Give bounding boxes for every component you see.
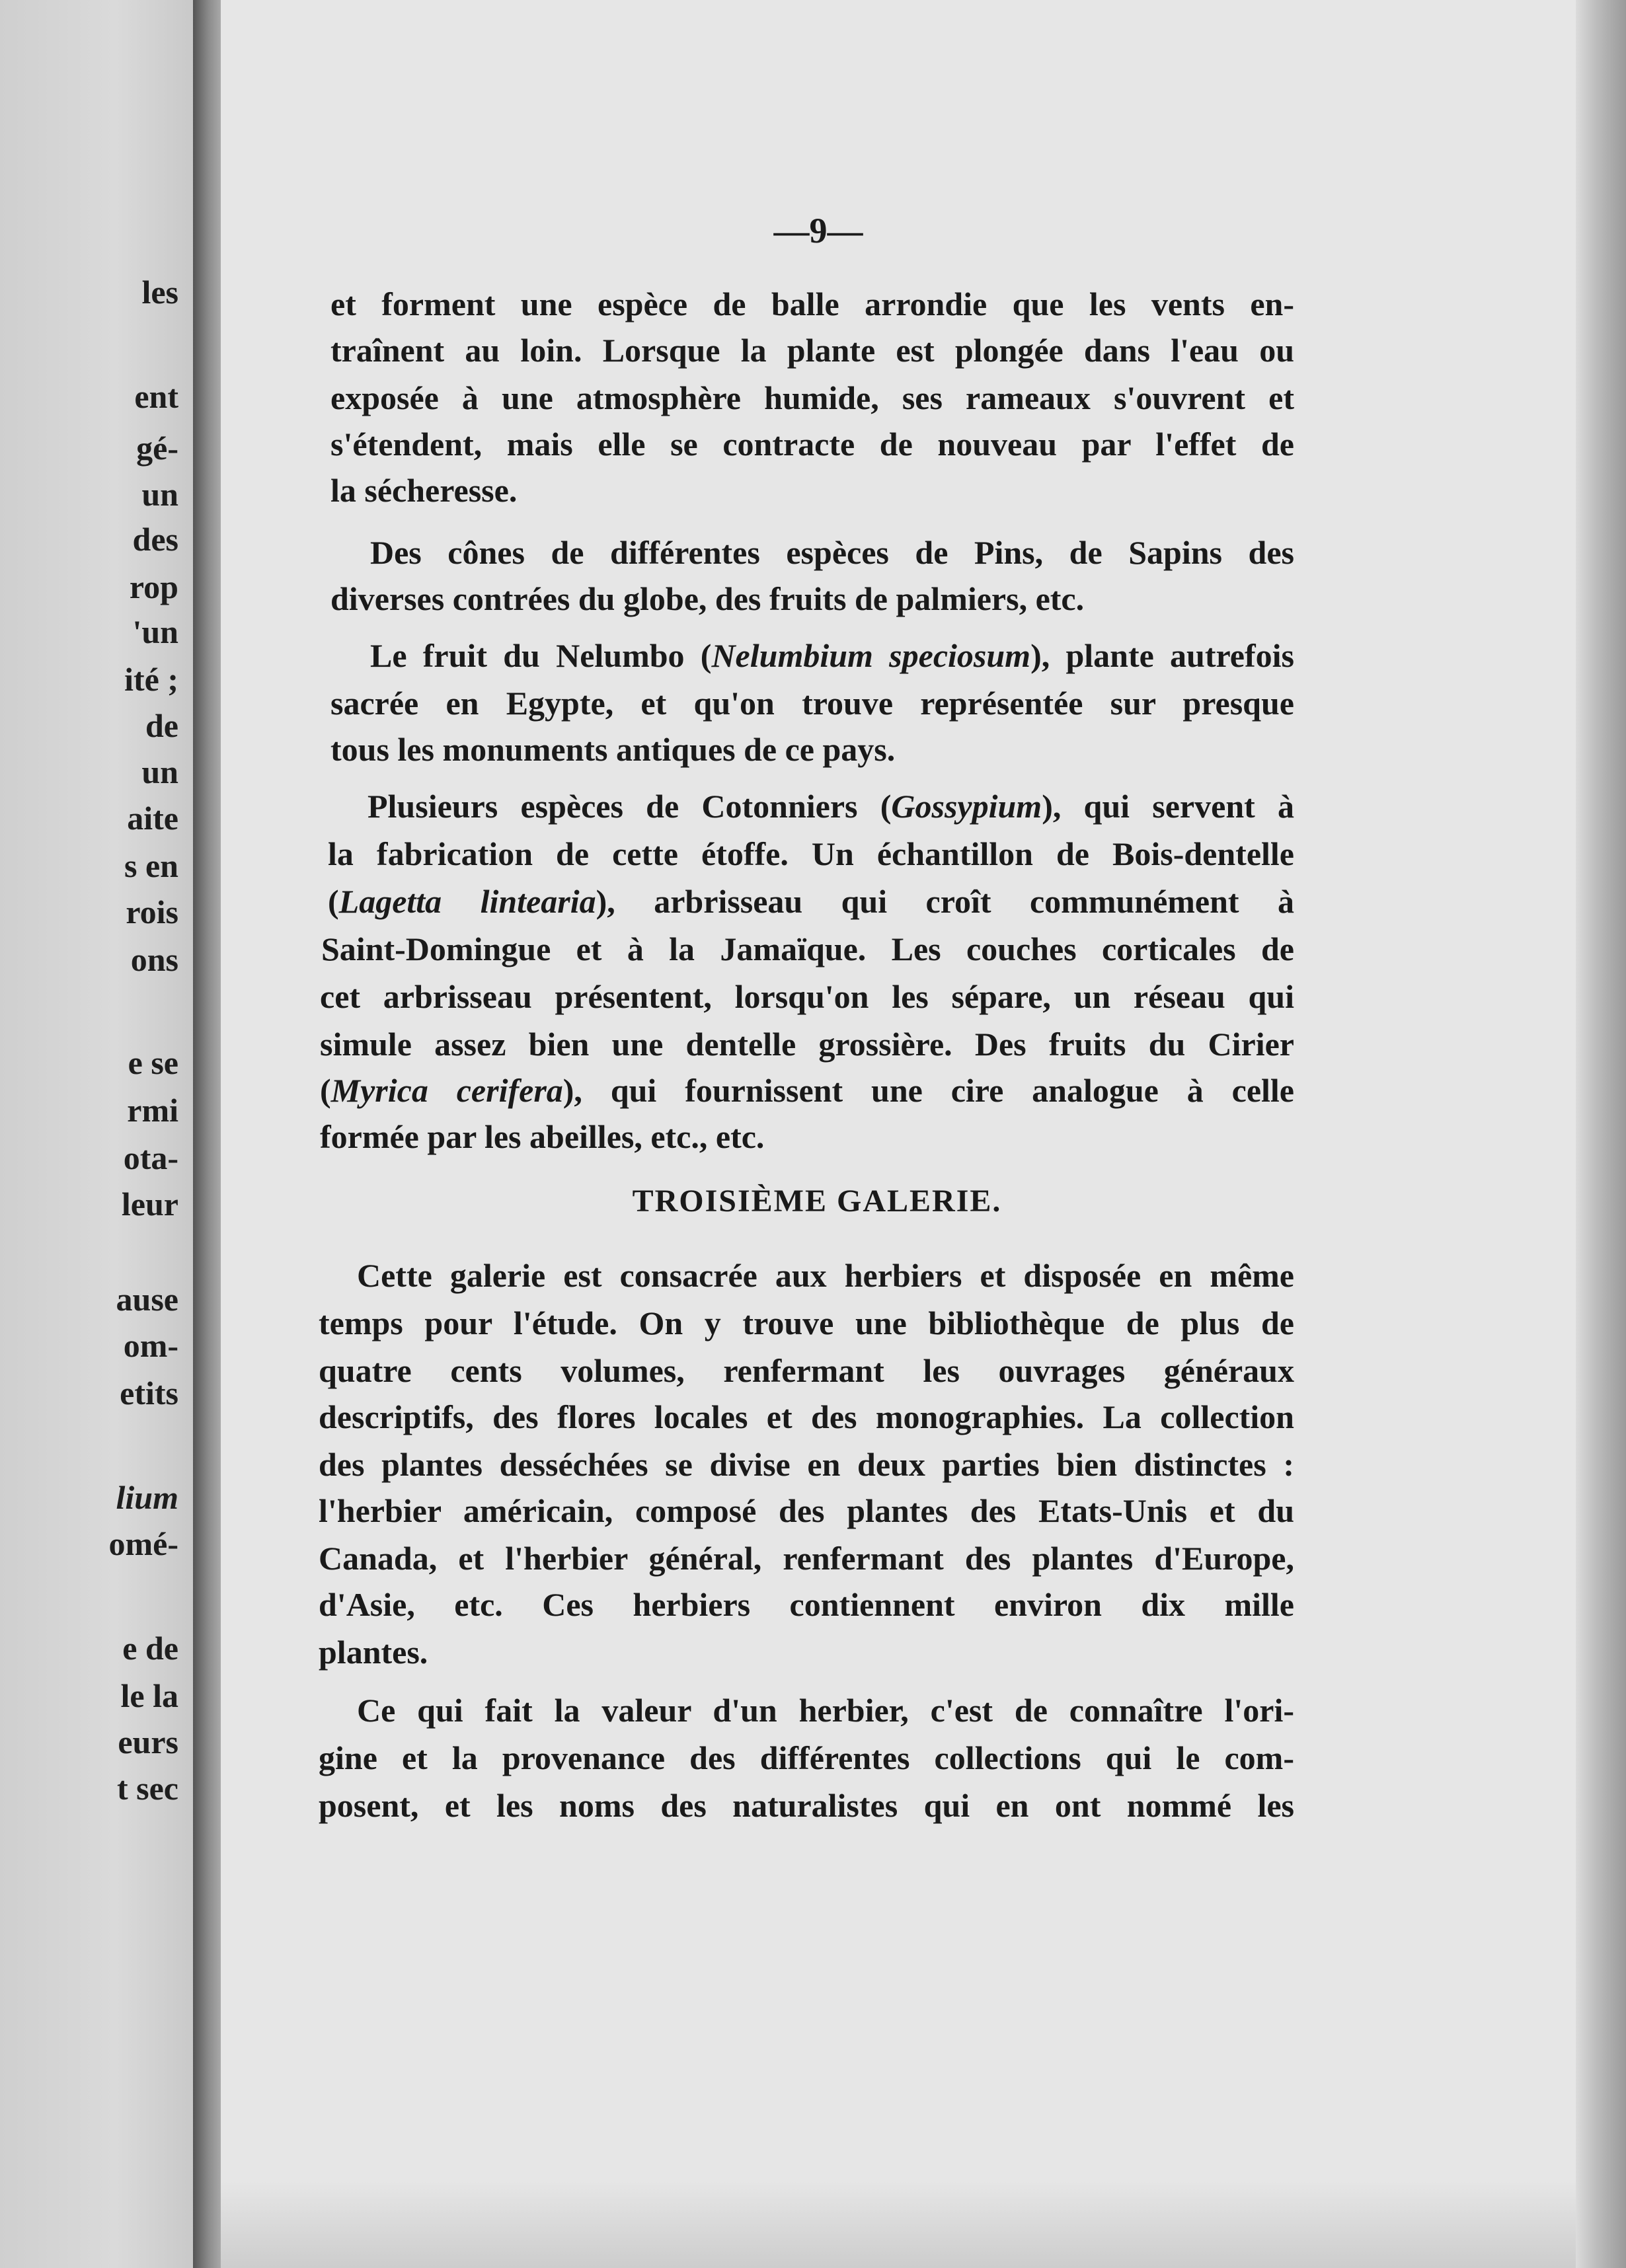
text-line: Cette galerie est consacrée aux herbiers et disposée en même	[357, 1257, 1294, 1294]
text-line: tous les monuments antiques de ce pays.	[330, 731, 896, 768]
left-page-fragment: leur	[121, 1186, 178, 1223]
left-page-fragment: rmi	[127, 1092, 178, 1129]
left-page-fragment: les	[141, 274, 178, 311]
text-line: (Lagetta lintearia), arbrisseau qui croît communément à	[328, 883, 1294, 920]
text-line: diverses contrées du globe, des fruits de palmiers, etc.	[330, 580, 1085, 617]
left-page-fragment: lium	[116, 1479, 178, 1516]
text-line: Le fruit du Nelumbo (Nelumbium speciosum), plante autrefois	[370, 637, 1294, 674]
text-line: Canada, et l'herbier général, renfermant des plantes d'Europe,	[319, 1540, 1294, 1577]
left-page-fragment: s en	[124, 847, 178, 884]
text-line: sacrée en Egypte, et qu'on trouve représentée sur presque	[330, 685, 1294, 722]
text-line: la sécheresse.	[330, 472, 518, 509]
text-line: plantes.	[319, 1634, 428, 1671]
left-page-fragment: ota-	[123, 1139, 178, 1176]
left-page-fragment: rois	[126, 893, 178, 930]
text-line: Ce qui fait la valeur d'un herbier, c'est de connaître l'ori-	[357, 1692, 1294, 1729]
left-page-fragment: gé-	[136, 430, 178, 467]
text-line: exposée à une atmosphère humide, ses rameaux s'ouvrent et	[330, 379, 1294, 416]
left-page-fragment: e de	[122, 1630, 178, 1667]
left-page-fragment: ent	[134, 378, 178, 415]
text-line: la fabrication de cette étoffe. Un échantillon de Bois-dentelle	[328, 835, 1294, 872]
latin-name: Gossypium	[891, 788, 1042, 825]
text-line: formée par les abeilles, etc., etc.	[320, 1118, 765, 1155]
left-page-fragment: ause	[116, 1281, 178, 1318]
text-line: d'Asie, etc. Ces herbiers contiennent environ dix mille	[319, 1586, 1294, 1623]
left-page-fragment: ité ;	[124, 661, 178, 698]
left-page-fragment: eurs	[118, 1723, 178, 1760]
left-page-fragment: de	[145, 707, 178, 744]
left-page-fragment: le la	[120, 1677, 178, 1714]
left-page-fragment: t sec	[117, 1770, 178, 1807]
left-page-fragment: e se	[128, 1044, 178, 1081]
page-number: —9—	[773, 211, 863, 250]
text-line: traînent au loin. Lorsque la plante est plongée dans l'eau ou	[330, 332, 1294, 369]
left-page-fragment: un	[141, 476, 178, 513]
latin-name: Nelumbium speciosum	[711, 637, 1031, 674]
text-line: quatre cents volumes, renfermant les ouvrages généraux	[319, 1352, 1294, 1389]
text-line: des plantes desséchées se divise en deux parties bien distinctes :	[319, 1446, 1294, 1483]
text-line: s'étendent, mais elle se contracte de nouveau par l'effet de	[330, 426, 1294, 463]
section-heading: TROISIÈME GALERIE.	[632, 1184, 1002, 1219]
left-page-fragment: un	[141, 753, 178, 790]
left-page-fragment: aite	[127, 800, 178, 837]
text-line: cet arbrisseau présentent, lorsqu'on les sépare, un réseau qui	[320, 978, 1294, 1015]
left-page-fragment: omé-	[108, 1525, 178, 1562]
left-page-fragment: etits	[120, 1375, 178, 1412]
text-line: temps pour l'étude. On y trouve une bibliothèque de plus de	[319, 1304, 1294, 1342]
text-line: Plusieurs espèces de Cotonniers (Gossypium), qui servent à	[368, 788, 1294, 825]
text-line: descriptifs, des flores locales et des monographies. La collection	[319, 1398, 1294, 1435]
left-page-fragment: rop	[129, 568, 178, 605]
left-page-fragment: ons	[130, 941, 178, 978]
left-page-fragment: om-	[123, 1327, 178, 1364]
text-line: gine et la provenance des différentes collections qui le com-	[319, 1739, 1294, 1776]
text-line: Des cônes de différentes espèces de Pins, de Sapins des	[370, 534, 1294, 571]
text-line: simule assez bien une dentelle grossière. Des fruits du Cirier	[320, 1026, 1294, 1063]
text-line: (Myrica cerifera), qui fournissent une cire analogue à celle	[320, 1072, 1294, 1109]
left-page-fragment: 'un	[132, 613, 178, 650]
text-line: l'herbier américain, composé des plantes des Etats-Unis et du	[319, 1492, 1294, 1529]
text-line: posent, et les noms des naturalistes qui en ont nommé les	[319, 1787, 1294, 1824]
latin-name: Lagetta lintearia	[338, 883, 596, 920]
left-page-fragment: des	[132, 521, 178, 558]
text-line: Saint-Domingue et à la Jamaïque. Les couches corticales de	[321, 930, 1294, 967]
text-line: et forment une espèce de balle arrondie que les vents en-	[330, 285, 1294, 322]
latin-name: Myrica cerifera	[330, 1072, 563, 1109]
